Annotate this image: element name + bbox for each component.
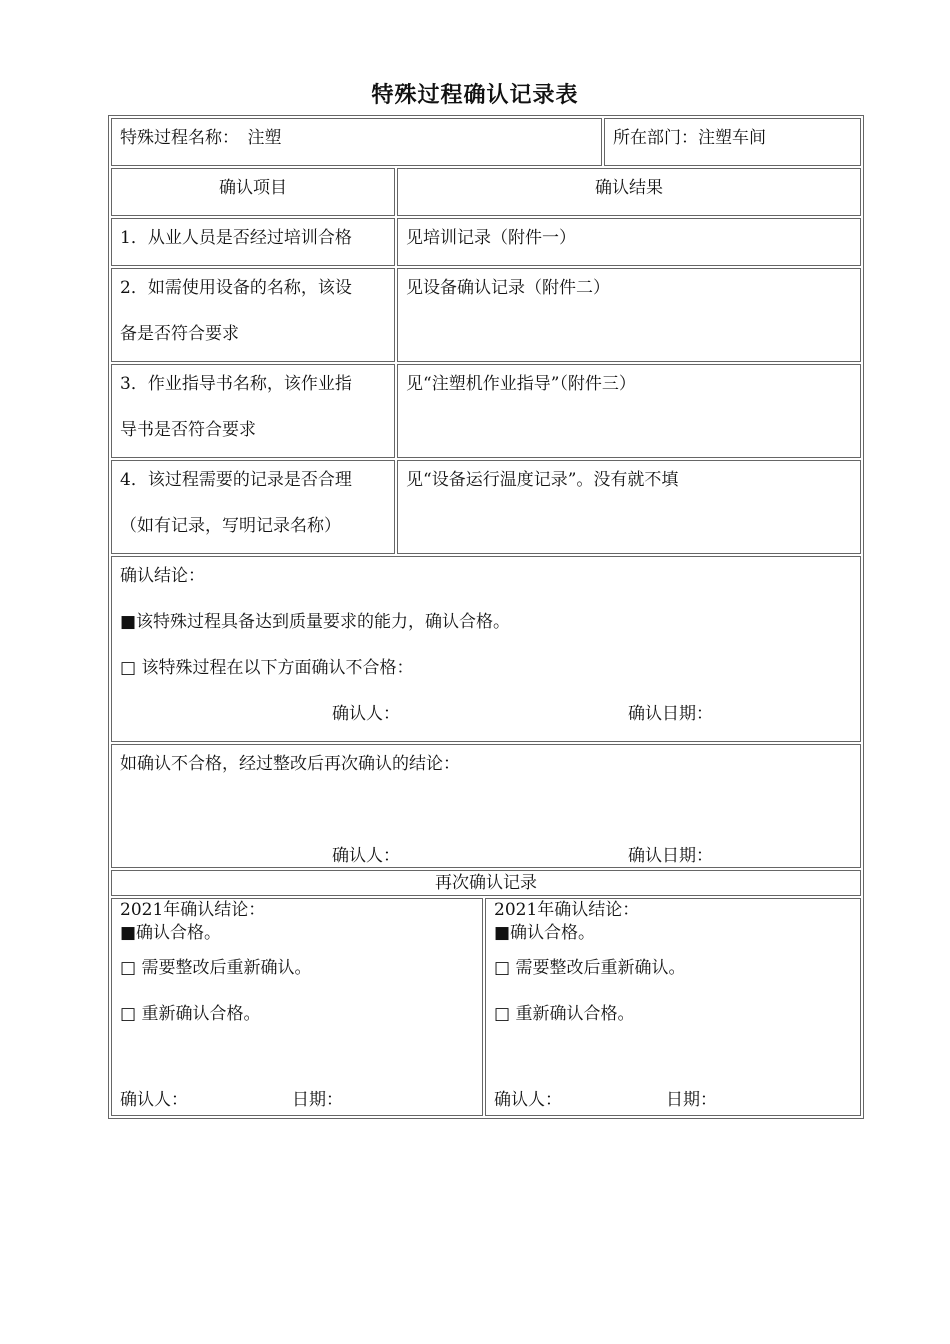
item-column-header xyxy=(111,168,395,216)
record-block xyxy=(485,898,861,1116)
department: 所在部门：注塑车间 xyxy=(613,128,766,148)
result-text: 见“设备运行温度记录”。没有就不填 xyxy=(406,470,679,490)
result-cell xyxy=(397,218,861,266)
record-confirmer-label: 确认人： xyxy=(494,1090,562,1110)
confirm-date-label: 确认日期： xyxy=(628,846,713,866)
confirmer-label: 确认人： xyxy=(332,704,400,724)
table-row xyxy=(111,218,861,266)
record-heading: 2021年确认结论： xyxy=(494,900,640,920)
record-signature xyxy=(494,1085,852,1115)
conclusion-row xyxy=(111,556,861,742)
record-date-label: 日期： xyxy=(292,1090,343,1110)
item-cell xyxy=(111,218,395,266)
column-header-row xyxy=(111,168,861,216)
reconfirm-label: 如确认不合格，经过整改后再次确认的结论： xyxy=(120,754,460,774)
item-text: 3．作业指导书名称，该作业指 xyxy=(120,374,352,394)
item-cell xyxy=(111,460,395,554)
department-cell xyxy=(604,118,861,166)
confirmation-form xyxy=(108,115,864,1119)
process-name: 特殊过程名称： 注塑 xyxy=(120,128,282,148)
item-text: 1．从业人员是否经过培训合格 xyxy=(120,228,352,248)
record-option-repass: □ 重新确认合格。 xyxy=(120,1004,261,1024)
item-header-text: 确认项目 xyxy=(219,178,287,198)
header-row xyxy=(111,118,861,166)
item-cell xyxy=(111,364,395,458)
item-text: 备是否符合要求 xyxy=(120,324,239,344)
item-text: 导书是否符合要求 xyxy=(120,420,256,440)
table-row xyxy=(111,460,861,554)
reconfirm-cell xyxy=(111,744,861,868)
result-cell xyxy=(397,364,861,458)
conclusion-cell xyxy=(111,556,861,742)
record-content xyxy=(120,899,474,1115)
confirm-date-label: 确认日期： xyxy=(628,704,713,724)
reconfirm-row xyxy=(111,744,861,868)
result-cell xyxy=(397,268,861,362)
reconfirm-signature xyxy=(120,837,852,883)
result-text: 见“注塑机作业指导”（附件三） xyxy=(406,374,636,394)
table-row xyxy=(111,268,861,362)
conclusion-signature xyxy=(120,695,852,741)
table-row xyxy=(111,364,861,458)
record-option-pass: ■确认合格。 xyxy=(120,923,222,943)
record-date-label: 日期： xyxy=(666,1090,717,1110)
result-cell xyxy=(397,460,861,554)
record-confirmer-label: 确认人： xyxy=(120,1090,188,1110)
record-option-rectify: □ 需要整改后重新确认。 xyxy=(494,958,686,978)
result-text: 见设备确认记录（附件二） xyxy=(406,278,610,298)
process-name-cell xyxy=(111,118,602,166)
result-text: 见培训记录（附件一） xyxy=(406,228,576,248)
option-pass: ■该特殊过程具备达到质量要求的能力，确认合格。 xyxy=(120,612,511,632)
page-title: 特殊过程确认记录表 xyxy=(371,82,579,108)
record-block xyxy=(111,898,483,1116)
record-option-pass: ■确认合格。 xyxy=(494,923,596,943)
result-column-header xyxy=(397,168,861,216)
records-title: 再次确认记录 xyxy=(111,870,861,896)
result-header-text: 确认结果 xyxy=(595,178,663,198)
record-option-repass: □ 重新确认合格。 xyxy=(494,1004,635,1024)
item-text: 2．如需使用设备的名称，该设 xyxy=(120,278,352,298)
item-text: （如有记录，写明记录名称） xyxy=(120,516,341,536)
record-signature xyxy=(120,1085,474,1115)
records-row xyxy=(111,898,861,1116)
item-cell xyxy=(111,268,395,362)
record-heading: 2021年确认结论： xyxy=(120,900,266,920)
option-fail: □ 该特殊过程在以下方面确认不合格： xyxy=(120,658,414,678)
record-option-rectify: □ 需要整改后重新确认。 xyxy=(120,958,312,978)
item-text: 4．该过程需要的记录是否合理 xyxy=(120,470,352,490)
confirmer-label: 确认人： xyxy=(332,846,400,866)
conclusion-label: 确认结论： xyxy=(120,566,205,586)
record-content xyxy=(494,899,852,1115)
